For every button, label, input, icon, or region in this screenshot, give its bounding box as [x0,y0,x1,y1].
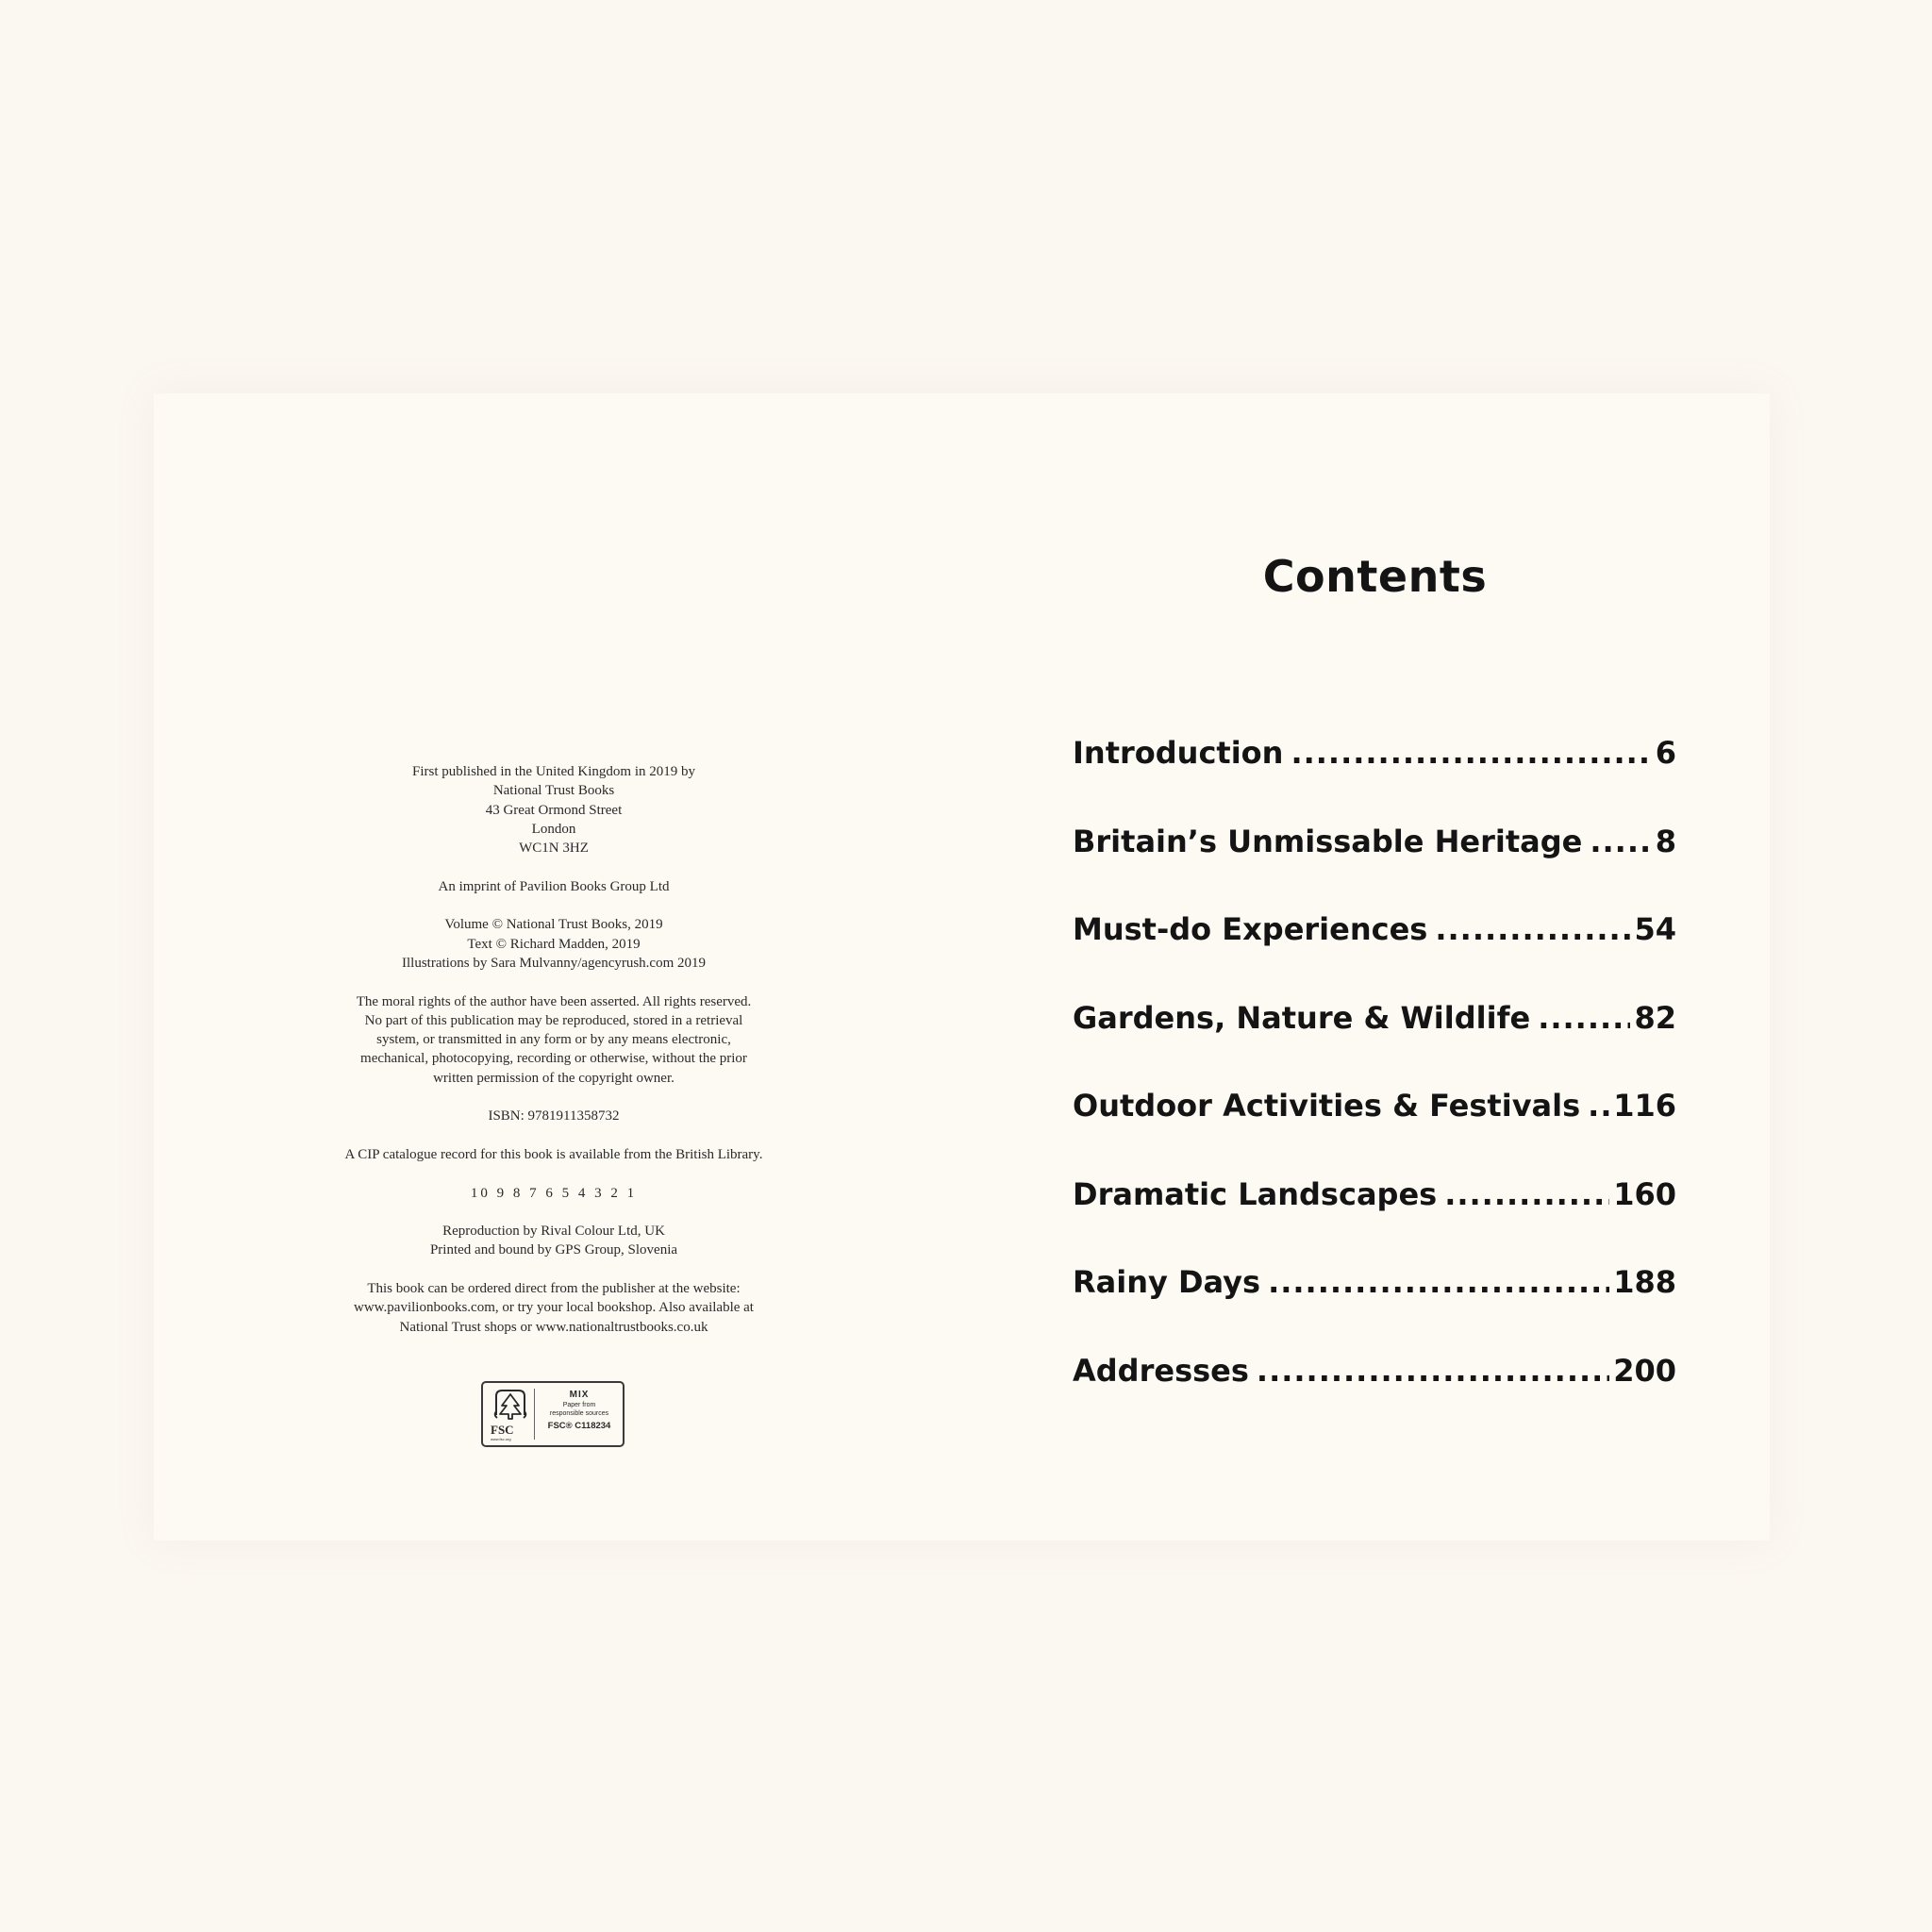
publisher-line: First published in the United Kingdom in 2019 by [412,764,695,779]
toc-leader-dots [1268,1264,1609,1300]
rights-line: system, or transmitted in any form or by any means electronic, [376,1032,731,1048]
credits-block [318,915,790,973]
printing-line-block [318,1184,790,1203]
ordering-block [318,1279,790,1337]
isbn-block [318,1107,790,1125]
fsc-label [538,1389,621,1433]
fsc-logo [481,1381,625,1447]
toc-entry [1073,1176,1676,1265]
toc-entry-page: 116 [1613,1088,1676,1124]
fsc-url: www.fsc.org [491,1437,511,1441]
toc-entry [1073,1264,1676,1353]
rights-line: written permission of the copyright owner. [433,1070,675,1086]
credit-line: Volume © National Trust Books, 2019 [444,917,663,933]
imprint-of-line: An imprint of Pavilion Books Group Ltd [438,878,670,894]
toc-entry-title: Outdoor Activities & Festivals [1073,1088,1581,1124]
toc-entry-title: Rainy Days [1073,1264,1261,1300]
toc-entry-page: 200 [1613,1352,1676,1389]
toc-entry-page: 82 [1634,999,1676,1036]
toc-entry-page: 160 [1613,1175,1676,1212]
production-line: Reproduction by Rival Colour Ltd, UK [442,1224,665,1240]
credit-line: Illustrations by Sara Mulvanny/agencyrush.com 2019 [401,955,707,971]
toc-entry-page: 54 [1634,911,1676,947]
fsc-mix: MIX [569,1390,590,1400]
toc-leader-dots [1588,1088,1609,1124]
cip-block [318,1145,790,1164]
imprint-of-block [318,877,790,896]
toc-entry-page: 188 [1613,1264,1676,1300]
toc-entry-title: Introduction [1073,735,1284,771]
isbn: ISBN: 9781911358732 [488,1108,620,1124]
toc-leader-dots [1435,911,1630,947]
publisher-line: 43 Great Ormond Street [485,802,623,818]
table-of-contents [1073,735,1676,1441]
toc-entry-title: Must-do Experiences [1073,911,1428,947]
ordering-line: National Trust shops or www.nationaltrustbooks.co.uk [399,1319,708,1335]
copyright-page [318,762,790,1356]
toc-leader-dots [1590,824,1651,859]
toc-entry-title: Gardens, Nature & Wildlife [1073,999,1531,1036]
publisher-line: London [531,821,576,837]
contents-title: Contents [1262,551,1488,602]
fsc-paper-line: responsible sources [549,1410,609,1417]
toc-leader-dots [1291,735,1651,771]
toc-entry-page: 6 [1655,735,1676,771]
ordering-line: www.pavilionbooks.com, or try your local bookshop. Also available at [354,1300,754,1316]
toc-entry-title: Dramatic Landscapes [1073,1175,1438,1212]
rights-line: mechanical, photocopying, recording or otherwise, without the prior [360,1051,747,1067]
toc-leader-dots [1444,1176,1609,1212]
toc-entry-title: Addresses [1073,1352,1249,1389]
publisher-block [318,762,790,858]
publisher-line: WC1N 3HZ [519,841,589,857]
toc-entry [1073,824,1676,912]
fsc-code: FSC® C118234 [547,1421,611,1431]
toc-entry [1073,911,1676,1000]
toc-entry [1073,1000,1676,1089]
production-line: Printed and bound by GPS Group, Slovenia [429,1242,678,1258]
rights-block [318,992,790,1088]
toc-entry [1073,735,1676,824]
toc-entry [1073,1353,1676,1441]
toc-leader-dots [1538,1000,1630,1036]
production-block [318,1222,790,1260]
printing-line: 10 9 8 7 6 5 4 3 2 1 [470,1185,638,1201]
fsc-paper-line: Paper from [562,1402,596,1408]
fsc-wordmark: FSC [491,1423,514,1437]
toc-entry-page: 8 [1655,823,1676,859]
fsc-divider [534,1389,535,1440]
credit-line: Text © Richard Madden, 2019 [467,936,641,952]
ordering-line: This book can be ordered direct from the publisher at the website: [367,1281,741,1297]
rights-line: No part of this publication may be reproduced, stored in a retrieval [364,1012,743,1028]
cip-statement: A CIP catalogue record for this book is available from the British Library. [344,1146,763,1162]
toc-leader-dots [1257,1353,1609,1389]
rights-line: The moral rights of the author have been asserted. All rights reserved. [356,993,752,1009]
toc-entry-title: Britain’s Unmissable Heritage [1073,823,1583,859]
toc-entry [1073,1088,1676,1176]
publisher-line: National Trust Books [492,783,615,799]
